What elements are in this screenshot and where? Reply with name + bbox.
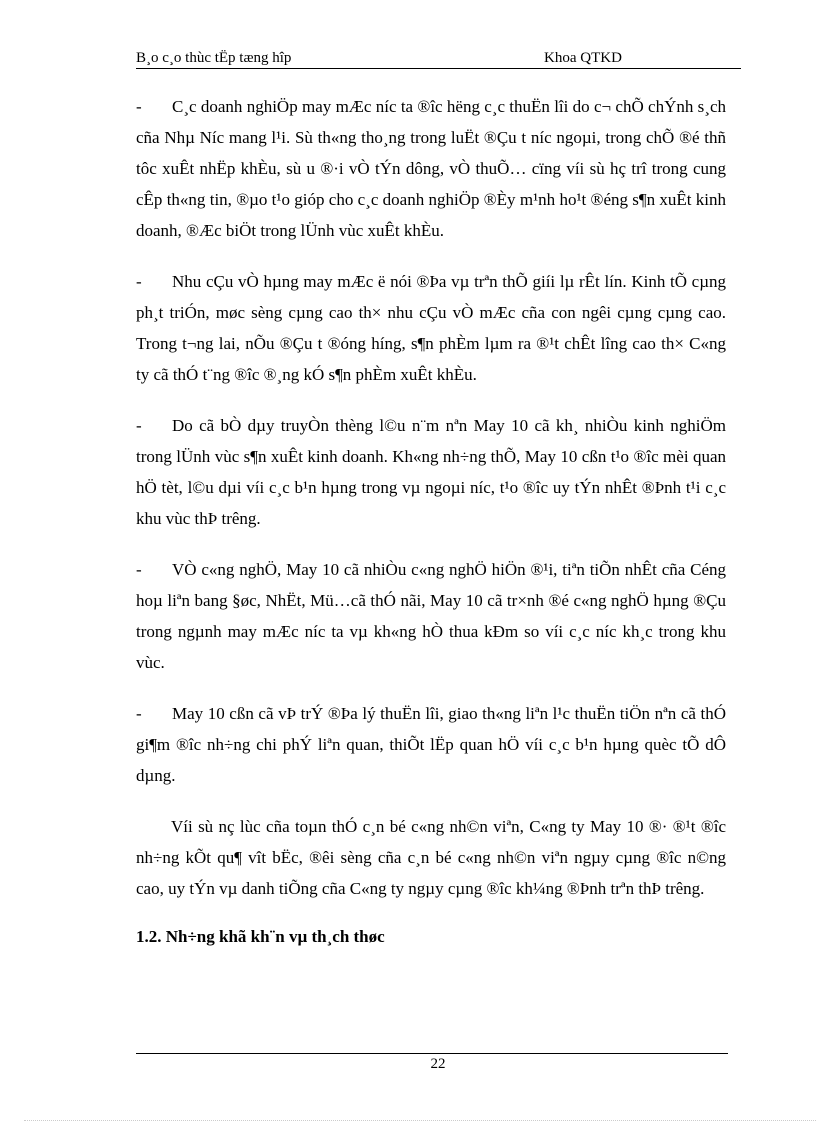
bullet-dash: - — [136, 97, 142, 116]
page-header — [136, 48, 741, 69]
bullet-dash: - — [136, 560, 142, 579]
page-number: 22 — [430, 1056, 446, 1072]
bullet-paragraph — [136, 410, 726, 534]
document-body — [136, 91, 726, 952]
closing-paragraph — [136, 811, 726, 904]
paragraph-text: May 10 cßn cã vÞ trÝ ®Þa lý thuËn lîi, giao th«ng liªn l¹c thuËn tiÖn nªn cã thÓ gi¶m ®îc nh÷ng chi phÝ liªn quan, thiÕt lËp quan hÖ víi c¸c b¹n hµng quèc tÕ dÔ dµng. — [136, 704, 726, 785]
page-edge — [24, 1120, 816, 1121]
bullet-paragraph — [136, 266, 726, 390]
footer-divider — [136, 1053, 728, 1054]
paragraph-text: Nhu cÇu vÒ hµng may mÆc ë nói ®Þa vµ trªn thÕ giíi lµ rÊt lín. Kinh tÕ cµng ph¸t triÓn, møc sèng cµng cao th× nhu cÇu vÒ mÆc cña con ngêi cµng cµng cao. Trong t¬ng lai, nÕu ®Çu t ®óng híng, s¶n phÈm lµm ra ®¹t chÊt lîng cao th× C«ng ty cã thÓ t¨ng ®îc ®¸ng kÓ s¶n phÈm xuÊt khÈu. — [136, 272, 726, 384]
paragraph-text: Do cã bÒ dµy truyÒn thèng l©u n¨m nªn May 10 cã kh¸ nhiÒu kinh nghiÖm trong lÜnh vùc s¶n xuÊt kinh doanh. Kh«ng nh÷ng thÕ, May 10 cßn t¹o ®îc mèi quan hÖ tèt, l©u dµi víi c¸c b¹n hµng trong vµ ngoµi níc, t¹o ®îc uy tÝn nhÊt ®Þnh t¹i c¸c khu vùc thÞ trêng. — [136, 416, 726, 528]
header-report-title: B¸o c¸o thùc tËp tæng hîp — [136, 50, 292, 66]
bullet-paragraph — [136, 91, 726, 246]
bullet-paragraph — [136, 698, 726, 791]
bullet-dash: - — [136, 704, 142, 723]
header-department: Khoa QTKD — [544, 50, 622, 66]
bullet-paragraph — [136, 554, 726, 678]
paragraph-text: C¸c doanh nghiÖp may mÆc níc ta ®îc hëng c¸c thuËn lîi do c¬ chÕ chÝnh s¸ch cña Nhµ Níc mang l¹i. Sù th«ng tho¸ng trong luËt ®Çu t níc ngoµi, trong chÕ ®é thñ tôc xuÊt nhËp khÈu, sù u ®·i vÒ tÝn dông, vÒ thuÕ… cïng víi sù hç trî trong cung cÊp th«ng tin, ®µo t¹o gióp cho c¸c doanh nghiÖp ®Èy m¹nh ho¹t ®éng s¶n xuÊt kinh doanh, ®Æc biÖt trong lÜnh vùc xuÊt khÈu. — [136, 97, 726, 240]
section-heading: 1.2. Nh÷ng khã kh¨n vµ th¸ch thøc — [136, 927, 385, 946]
bullet-dash: - — [136, 416, 142, 435]
paragraph-text: Víi sù nç lùc cña toµn thÓ c¸n bé c«ng nh©n viªn, C«ng ty May 10 ®· ®¹t ®îc nh÷ng kÕt qu¶ vît bËc, ®êi sèng cña c¸n bé c«ng nh©n viªn ngµy cµng ®îc n©ng cao, uy tÝn vµ danh tiÕng cña C«ng ty ngµy cµng ®îc kh¼ng ®Þnh trªn thÞ trêng. — [136, 817, 726, 898]
paragraph-text: VÒ c«ng nghÖ, May 10 cã nhiÒu c«ng nghÖ hiÖn ®¹i, tiªn tiÕn nhÊt cña Céng hoµ liªn bang §øc, NhËt, Mü…cã thÓ nãi, May 10 cã tr×nh ®é c«ng nghÖ hµng ®Çu trong ngµnh may mÆc níc ta vµ kh«ng hÒ thua kÐm so víi c¸c níc kh¸c trong khu vùc. — [136, 560, 726, 672]
bullet-dash: - — [136, 272, 142, 291]
